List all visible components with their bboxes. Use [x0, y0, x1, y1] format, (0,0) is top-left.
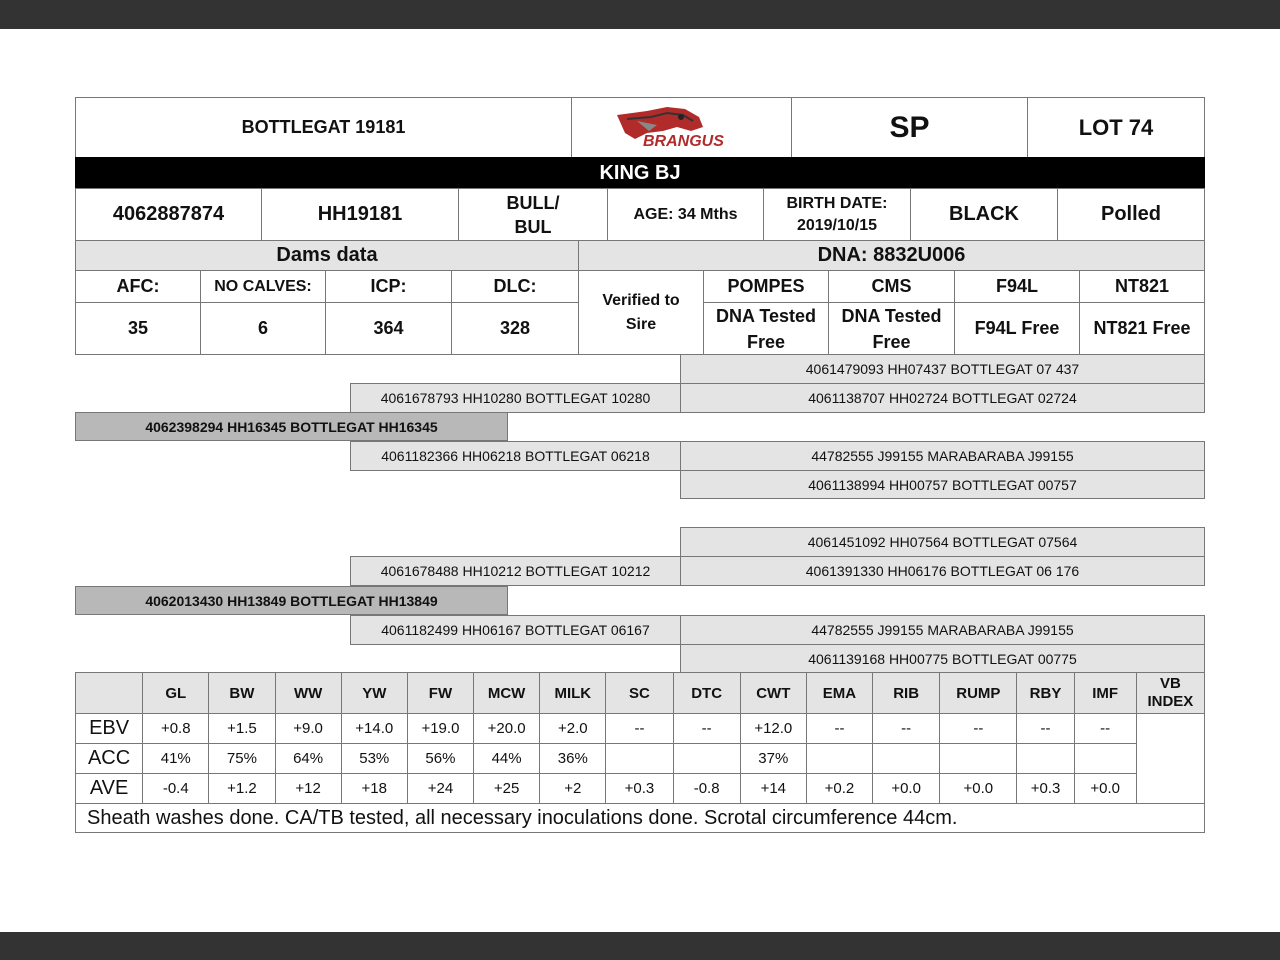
- ave-cell: +0.2: [806, 774, 872, 804]
- ebv-col-header: YW: [341, 673, 407, 714]
- ebv-header-row: [76, 673, 1205, 714]
- pedigree-dam-dam-dam: 4061139168 HH00775 BOTTLEGAT 00775: [680, 644, 1205, 673]
- ebv-cell: +12.0: [740, 714, 806, 744]
- dna-title: DNA: 8832U006: [578, 240, 1205, 271]
- acc-cell: 36%: [540, 744, 606, 774]
- pedigree-dam-dam-sire: 44782555 J99155 MARABARABA J99155: [680, 615, 1205, 645]
- ebv-col-header: SC: [606, 673, 673, 714]
- acc-cell: 41%: [143, 744, 209, 774]
- horn-status: Polled: [1057, 188, 1205, 241]
- ebv-cell: +0.8: [143, 714, 209, 744]
- dams-header-afc: AFC:: [75, 270, 201, 303]
- herd-number: HH19181: [261, 188, 459, 241]
- top-bar: [0, 0, 1280, 29]
- ebv-cell: --: [940, 714, 1017, 744]
- ebv-col-header: MILK: [540, 673, 606, 714]
- pedigree-dam-sire-sire: 4061451092 HH07564 BOTTLEGAT 07564: [680, 527, 1205, 557]
- ave-cell: +25: [474, 774, 540, 804]
- pedigree-dam-sire-dam: 4061391330 HH06176 BOTTLEGAT 06 176: [680, 556, 1205, 586]
- ebv-col-header: RBY: [1017, 673, 1074, 714]
- animal-registered-name: BOTTLEGAT 19181: [75, 97, 572, 158]
- ebv-cell: --: [1017, 714, 1074, 744]
- vb-index-header: VB INDEX: [1136, 673, 1204, 714]
- remarks: Sheath washes done. CA/TB tested, all necessary inoculations done. Scrotal circumference 44cm.: [75, 803, 1205, 833]
- dams-value-no-calves: 6: [200, 302, 326, 355]
- dams-value-icp: 364: [325, 302, 452, 355]
- ave-row: [76, 774, 1205, 804]
- ave-cell: +18: [341, 774, 407, 804]
- ebv-col-header: EMA: [806, 673, 872, 714]
- acc-cell: [940, 744, 1017, 774]
- sex: BULL/ BUL: [458, 188, 608, 241]
- dna-value-cms: DNA Tested Free: [828, 302, 955, 355]
- ave-cell: +2: [540, 774, 606, 804]
- acc-cell: 53%: [341, 744, 407, 774]
- acc-cell: 44%: [474, 744, 540, 774]
- ebv-cell: +19.0: [407, 714, 473, 744]
- ebv-col-header: BW: [209, 673, 275, 714]
- brangus-logo: [571, 97, 792, 158]
- dna-header-nt821: NT821: [1079, 270, 1205, 303]
- ave-cell: +1.2: [209, 774, 275, 804]
- pedigree-sire-dam-sire: 44782555 J99155 MARABARABA J99155: [680, 441, 1205, 471]
- bottom-bar: [0, 932, 1280, 960]
- ebv-cell: +20.0: [474, 714, 540, 744]
- ave-cell: -0.8: [673, 774, 740, 804]
- verified-to-sire: Verified to Sire: [578, 270, 704, 355]
- ebv-cell: +14.0: [341, 714, 407, 744]
- dams-header-dlc: DLC:: [451, 270, 579, 303]
- pedigree-sire: 4062398294 HH16345 BOTTLEGAT HH16345: [75, 412, 508, 441]
- acc-row-label: ACC: [76, 744, 143, 774]
- acc-cell: 56%: [407, 744, 473, 774]
- dams-header-no-calves: NO CALVES:: [200, 270, 326, 303]
- pedigree-sire-sire: 4061678793 HH10280 BOTTLEGAT 10280: [350, 383, 681, 413]
- dams-header-icp: ICP:: [325, 270, 452, 303]
- acc-cell: 75%: [209, 744, 275, 774]
- acc-cell: [806, 744, 872, 774]
- pedigree-sire-sire-dam: 4061138707 HH02724 BOTTLEGAT 02724: [680, 383, 1205, 413]
- ave-row-label: AVE: [76, 774, 143, 804]
- dams-value-afc: 35: [75, 302, 201, 355]
- ebv-col-header: RIB: [873, 673, 940, 714]
- acc-cell: [873, 744, 940, 774]
- ave-cell: +0.0: [1074, 774, 1136, 804]
- ebv-cell: --: [673, 714, 740, 744]
- acc-row: [76, 744, 1205, 774]
- acc-cell: [1017, 744, 1074, 774]
- acc-cell: [606, 744, 673, 774]
- lot-number: LOT 74: [1027, 97, 1205, 158]
- ebv-col-header: FW: [407, 673, 473, 714]
- ebv-row: [76, 714, 1205, 744]
- pedigree-dam-dam: 4061182499 HH06167 BOTTLEGAT 06167: [350, 615, 681, 645]
- logo-text: BRANGUS: [642, 132, 724, 150]
- dams-data-title: Dams data: [75, 240, 579, 271]
- ebv-col-header: DTC: [673, 673, 740, 714]
- ebv-col-header: RUMP: [940, 673, 1017, 714]
- ebv-col-header: WW: [275, 673, 341, 714]
- ebv-cell: --: [873, 714, 940, 744]
- ebv-col-header: CWT: [740, 673, 806, 714]
- ebv-corner-cell: [76, 673, 143, 714]
- pedigree-sire-dam: 4061182366 HH06218 BOTTLEGAT 06218: [350, 441, 681, 471]
- acc-cell: [1074, 744, 1136, 774]
- dna-value-pompes: DNA Tested Free: [703, 302, 829, 355]
- ave-cell: +12: [275, 774, 341, 804]
- ave-cell: -0.4: [143, 774, 209, 804]
- ebv-row-label: EBV: [76, 714, 143, 744]
- grade-label: SP: [791, 97, 1028, 158]
- ave-cell: +0.0: [940, 774, 1017, 804]
- dna-header-f94l: F94L: [954, 270, 1080, 303]
- ebv-cell: +9.0: [275, 714, 341, 744]
- birth-date: BIRTH DATE: 2019/10/15: [763, 188, 911, 241]
- ebv-cell: +2.0: [540, 714, 606, 744]
- vb-index-value: [1136, 714, 1204, 804]
- id-number: 4062887874: [75, 188, 262, 241]
- colour: BLACK: [910, 188, 1058, 241]
- ebv-col-header: IMF: [1074, 673, 1136, 714]
- ebv-col-header: GL: [143, 673, 209, 714]
- ave-cell: +0.0: [873, 774, 940, 804]
- dna-header-pompes: POMPES: [703, 270, 829, 303]
- ebv-cell: --: [1074, 714, 1136, 744]
- ebv-table: [75, 672, 1205, 804]
- dna-value-nt821: NT821 Free: [1079, 302, 1205, 355]
- age: AGE: 34 Mths: [607, 188, 764, 241]
- ebv-cell: +1.5: [209, 714, 275, 744]
- animal-name: KING BJ: [75, 157, 1205, 189]
- ebv-col-header: MCW: [474, 673, 540, 714]
- pedigree-sire-dam-dam: 4061138994 HH00757 BOTTLEGAT 00757: [680, 470, 1205, 499]
- acc-cell: 37%: [740, 744, 806, 774]
- ave-cell: +14: [740, 774, 806, 804]
- dams-value-dlc: 328: [451, 302, 579, 355]
- ebv-cell: --: [606, 714, 673, 744]
- ave-cell: +0.3: [1017, 774, 1074, 804]
- dna-value-f94l: F94L Free: [954, 302, 1080, 355]
- dna-header-cms: CMS: [828, 270, 955, 303]
- ave-cell: +24: [407, 774, 473, 804]
- acc-cell: [673, 744, 740, 774]
- acc-cell: 64%: [275, 744, 341, 774]
- brangus-logo-icon: [607, 103, 757, 153]
- pedigree-dam-sire: 4061678488 HH10212 BOTTLEGAT 10212: [350, 556, 681, 586]
- pedigree-dam: 4062013430 HH13849 BOTTLEGAT HH13849: [75, 586, 508, 615]
- pedigree-sire-sire-sire: 4061479093 HH07437 BOTTLEGAT 07 437: [680, 354, 1205, 384]
- ebv-cell: --: [806, 714, 872, 744]
- ave-cell: +0.3: [606, 774, 673, 804]
